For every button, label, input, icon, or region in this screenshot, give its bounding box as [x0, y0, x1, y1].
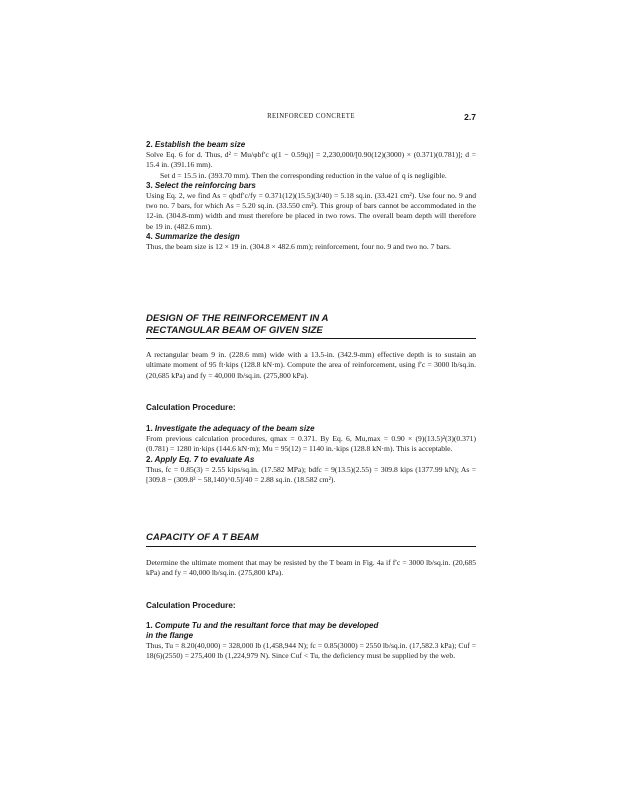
step-title: Apply Eq. 7 to evaluate As: [154, 454, 255, 464]
section-title: CAPACITY OF A T BEAM: [146, 532, 476, 547]
paragraph: A rectangular beam 9 in. (228.6 mm) wide with a 13.5-in. (342.9-mm) effective depth is to sustain an ultimate moment of 95 ft·kips (128.8 kN·m). Compute the area of reinforcement, using f′c = 3000 lb/sq.in. (20,685 kPa) and fy = 40,000 lb/sq.in. (275,800 kPa).: [146, 350, 476, 380]
step-title: Select the reinforcing bars: [154, 180, 256, 190]
section-title-line: DESIGN OF THE REINFORCEMENT IN A: [146, 313, 329, 324]
step-heading: [146, 424, 476, 434]
step-number: 4.: [146, 232, 153, 242]
step-number: 1.: [146, 621, 153, 630]
step-number: 2.: [146, 454, 153, 464]
paragraph: From previous calculation procedures, qmax = 0.371. By Eq. 6, Mu,max = 0.90 × (9)(13.5)²(3)(0.371)(0.781) = 1280 in·kips (144.6 kN·m); Mu = 95(12) = 1140 in.·kips (128.8 kN·m). This is acceptable.: [146, 434, 476, 454]
paragraph: Thus, the beam size is 12 × 19 in. (304.8 × 482.6 mm); reinforcement, four no. 9 and two no. 7 bars.: [146, 242, 451, 252]
step-title: Investigate the adequacy of the beam size: [154, 424, 315, 433]
section-design-reinforcement: [146, 313, 476, 339]
section-2-intro: [146, 350, 476, 381]
step-title-continued: in the flange: [146, 631, 194, 640]
step-title: Summarize the design: [154, 232, 240, 242]
section-title-line: RECTANGULAR BEAM OF GIVEN SIZE: [146, 324, 323, 336]
step-heading: [146, 140, 476, 150]
step-number: 2.: [146, 140, 153, 149]
step-heading: [146, 181, 476, 191]
section-3-calc-heading: [146, 601, 476, 611]
step-heading: [146, 621, 476, 641]
step-title: Compute Tu and the resultant force that may be developed: [154, 621, 379, 630]
paragraph: Set d = 15.5 in. (393.70 mm). Then the corresponding reduction in the value of q is negligible.: [160, 170, 447, 180]
section-t-beam: [146, 532, 476, 547]
section-3-steps: [146, 621, 476, 662]
previous-procedure-continuation: [146, 140, 476, 252]
page-header: [146, 113, 476, 125]
step-heading: [146, 455, 476, 465]
paragraph: Thus, Tu = 8.20(40,000) = 328,000 lb (1,458,944 N); fc = 0.85(3000) = 2550 lb/sq.in. (17,582.3 kPa); Cuf = 18(6)(2550) = 275,400 lb (1,224,979 N). Since Cuf < Tu, the deficiency must be supplied by the web.: [146, 641, 476, 661]
paragraph: Determine the ultimate moment that may be resisted by the T beam in Fig. 4a if f′c = 3000 lb/sq.in. (20,685 kPa) and fy = 40,000 lb/sq.in. (275,800 kPa).: [146, 558, 476, 578]
step-title: Establish the beam size: [154, 140, 246, 149]
step-number: 3.: [146, 180, 153, 190]
calculation-procedure-heading: Calculation Procedure:: [146, 601, 236, 610]
running-head: REINFORCED CONCRETE: [267, 113, 355, 120]
section-2-calc-heading: [146, 403, 476, 413]
page-number: 2.7: [464, 112, 476, 122]
calculation-procedure-heading: Calculation Procedure:: [146, 403, 236, 412]
paragraph: Using Eq. 2, we find As = qbdf′c/fy = 0.371(12)(15.5)(3/40) = 5.18 sq.in. (33.421 cm²). Use four no. 9 and two no. 7 bars, for which As = 5.20 sq.in. (33.550 cm²). This group of bars cannot be accommodated in the 12-in. (304.8-mm) width and must therefore be placed in two rows. The overall beam depth will therefore be 19 in. (482.6 mm).: [146, 190, 476, 231]
paragraph: Solve Eq. 6 for d. Thus, d² = Mu/φbf′c q(1 − 0.59q)] = 2,230,000/[0.90(12)(3000) × (0.371)(0.781)]; d = 15.4 in. (391.16 mm).: [146, 150, 476, 170]
step-number: 1.: [146, 424, 153, 433]
section-title: [146, 313, 476, 339]
paragraph: Thus, fc = 0.85(3) = 2.55 kips/sq.in. (17.582 MPa); bdfc = 9(13.5)(2.55) = 309.8 kips (1377.99 kN); As = [309.8 − (309.8² − 58,140)^0.5]/40 = 2.88 sq.in. (18.582 cm²).: [146, 464, 476, 484]
section-2-steps: [146, 424, 476, 485]
step-heading: [146, 232, 476, 242]
section-3-intro: [146, 558, 476, 579]
